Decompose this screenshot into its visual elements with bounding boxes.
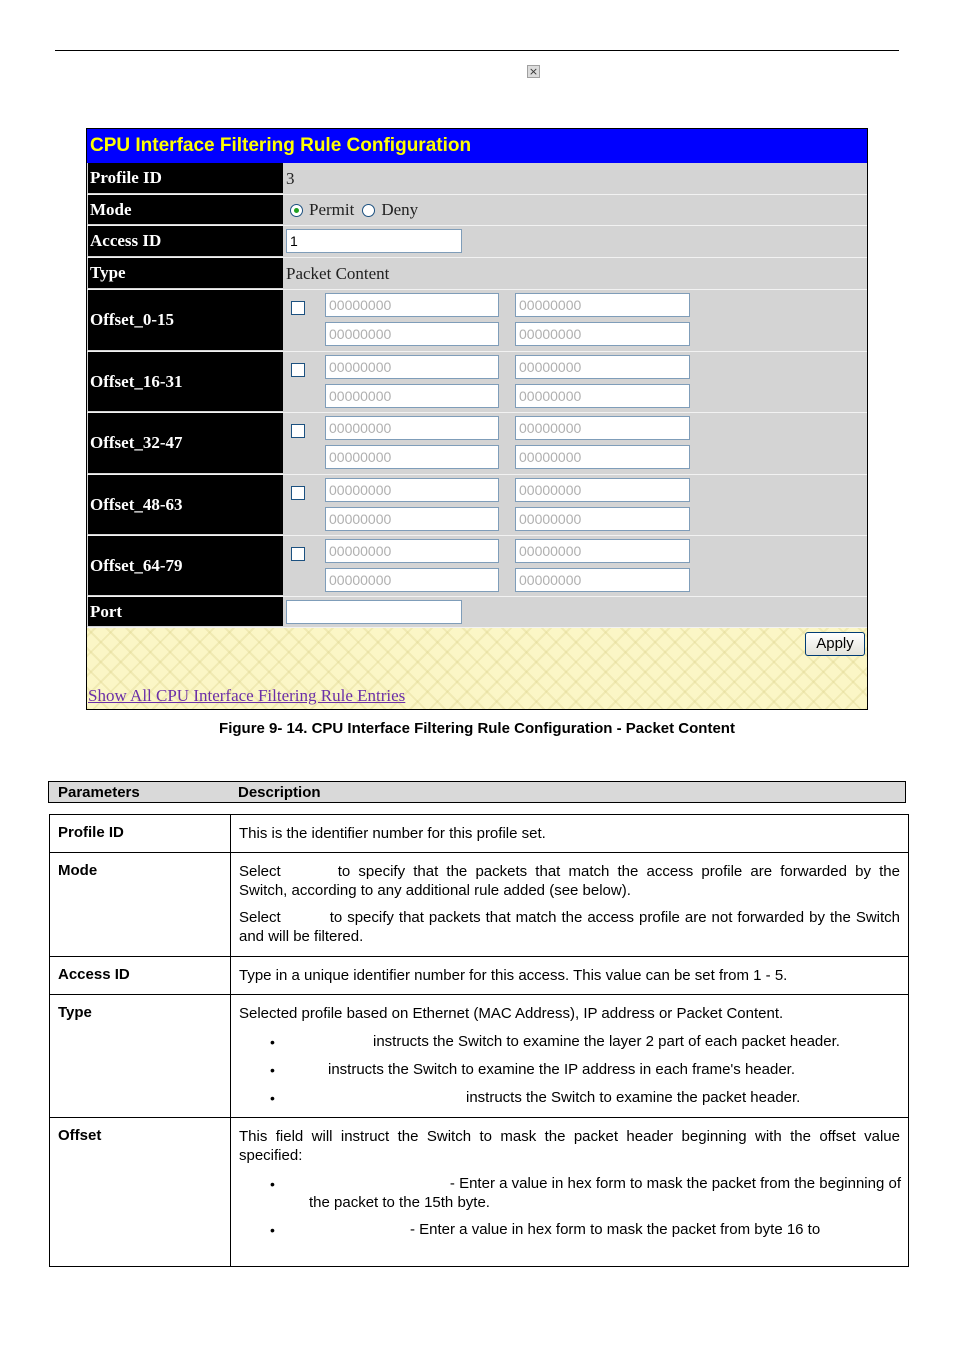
param-desc: Type in a unique identifier number for this access. This value can be set from 1 - 5. [239,967,788,984]
offset-label: Offset_48-63 [88,475,283,534]
profile-id-row [87,163,867,195]
param-name: Offset [58,1127,102,1144]
offset-label: Offset_64-79 [88,536,283,595]
param-name: Mode [58,862,98,879]
offset-row [87,413,867,475]
mode-label: Mode [88,195,283,224]
param-row-access-id [50,957,908,995]
offset-field[interactable]: 00000000 [325,445,499,469]
offset-checkbox[interactable] [291,486,305,500]
offset-field[interactable]: 00000000 [515,478,690,502]
param-desc [239,908,900,946]
offset-field[interactable]: 00000000 [515,445,690,469]
params-table [49,814,909,1267]
offset-field[interactable]: 00000000 [325,293,499,317]
param-desc: Selected profile based on Ethernet (MAC Address), IP address or Packet Content. [239,1005,784,1022]
profile-id-value: 3 [286,168,295,188]
bullet-icon: • [270,1062,275,1078]
permit-radio[interactable] [290,204,303,217]
param-desc: This is the identifier number for this profile set. [239,825,546,842]
offset-field[interactable]: 00000000 [515,355,690,379]
offset-row [87,475,867,536]
offset-field[interactable]: 00000000 [325,384,499,408]
port-label: Port [88,597,283,626]
offset-row [87,536,867,597]
port-input[interactable] [286,600,462,624]
bullet-icon: • [270,1222,275,1238]
mode-permit-desc: to specify that the packets that match the access profile are forwarded by the Switch, according to any additional rule added (see below). [239,863,900,899]
offset-row [87,352,867,413]
offset-label: Offset_0-15 [88,290,283,350]
params-table-header [48,781,906,803]
header-description: Description [238,784,321,801]
panel-title: CPU Interface Filtering Rule Configuration [87,129,867,163]
param-desc: This field will instruct the Switch to mask the packet header beginning with the offset value specified: [239,1128,900,1164]
offset-field[interactable]: 00000000 [325,539,499,563]
param-row-profile-id [50,815,908,853]
access-id-row [87,226,867,258]
type-value: Packet Content [286,263,390,283]
offset-field[interactable]: 00000000 [325,355,499,379]
param-desc [239,862,900,900]
type-bullet: instructs the Switch to examine the layer 2 part of each packet header. [373,1033,840,1050]
show-all-entries-link[interactable]: Show All CPU Interface Filtering Rule Entries [88,686,406,705]
offset-label: Offset_32-47 [88,413,283,473]
panel-footer [87,628,867,709]
offset-checkbox[interactable] [291,301,305,315]
offset-field[interactable]: 00000000 [325,507,499,531]
param-name: Profile ID [58,824,124,841]
mode-select-word: Select [239,863,281,880]
offset-field[interactable]: 00000000 [325,478,499,502]
bullet-icon: • [270,1034,275,1050]
type-bullet: instructs the Switch to examine the packet header. [466,1089,801,1106]
offset-label: Offset_16-31 [88,352,283,411]
header-rule [55,50,899,51]
profile-id-label: Profile ID [88,163,283,193]
apply-button[interactable]: Apply [805,632,865,656]
param-row-offset [50,1118,908,1268]
header-parameters: Parameters [58,784,140,801]
deny-label: Deny [381,200,419,219]
type-label: Type [88,258,283,288]
type-row [87,258,867,290]
access-id-label: Access ID [88,226,283,256]
offset-bullet: - Enter a value in hex form to mask the packet from the beginning of [449,1175,901,1192]
param-name: Access ID [58,966,130,983]
offset-field[interactable]: 00000000 [515,539,690,563]
port-row [87,597,867,628]
mode-select-word: Select [239,909,281,926]
permit-label: Permit [309,200,355,219]
mode-deny-desc: to specify that packets that match the access profile are not forwarded by the Switch and will be filtered. [239,909,900,945]
param-row-mode [50,853,908,957]
offset-checkbox[interactable] [291,363,305,377]
deny-radio[interactable] [362,204,375,217]
mode-row [87,195,867,226]
offset-bullet: - Enter a value in hex form to mask the packet from byte 16 to [410,1221,821,1238]
offset-bullet: the packet to the 15th byte. [309,1194,490,1211]
type-bullet: instructs the Switch to examine the IP address in each frame's header. [328,1061,795,1078]
offset-field[interactable]: 00000000 [325,568,499,592]
offset-checkbox[interactable] [291,547,305,561]
param-row-type [50,995,908,1118]
offset-field[interactable]: 00000000 [515,322,690,346]
figure-caption: Figure 9- 14. CPU Interface Filtering Rule Configuration - Packet Content [219,720,735,737]
offset-field[interactable]: 00000000 [515,568,690,592]
offset-field[interactable]: 00000000 [515,293,690,317]
param-name: Type [58,1004,92,1021]
offset-field[interactable]: 00000000 [515,384,690,408]
offset-field[interactable]: 00000000 [325,416,499,440]
cpu-filter-rule-panel [86,128,868,710]
offset-row [87,290,867,352]
bullet-icon: • [270,1176,275,1192]
offset-field[interactable]: 00000000 [325,322,499,346]
offset-field[interactable]: 00000000 [515,416,690,440]
access-id-input[interactable]: 1 [286,229,462,253]
broken-image-icon: × [528,65,539,78]
offset-checkbox[interactable] [291,424,305,438]
offset-field[interactable]: 00000000 [515,507,690,531]
bullet-icon: • [270,1090,275,1106]
